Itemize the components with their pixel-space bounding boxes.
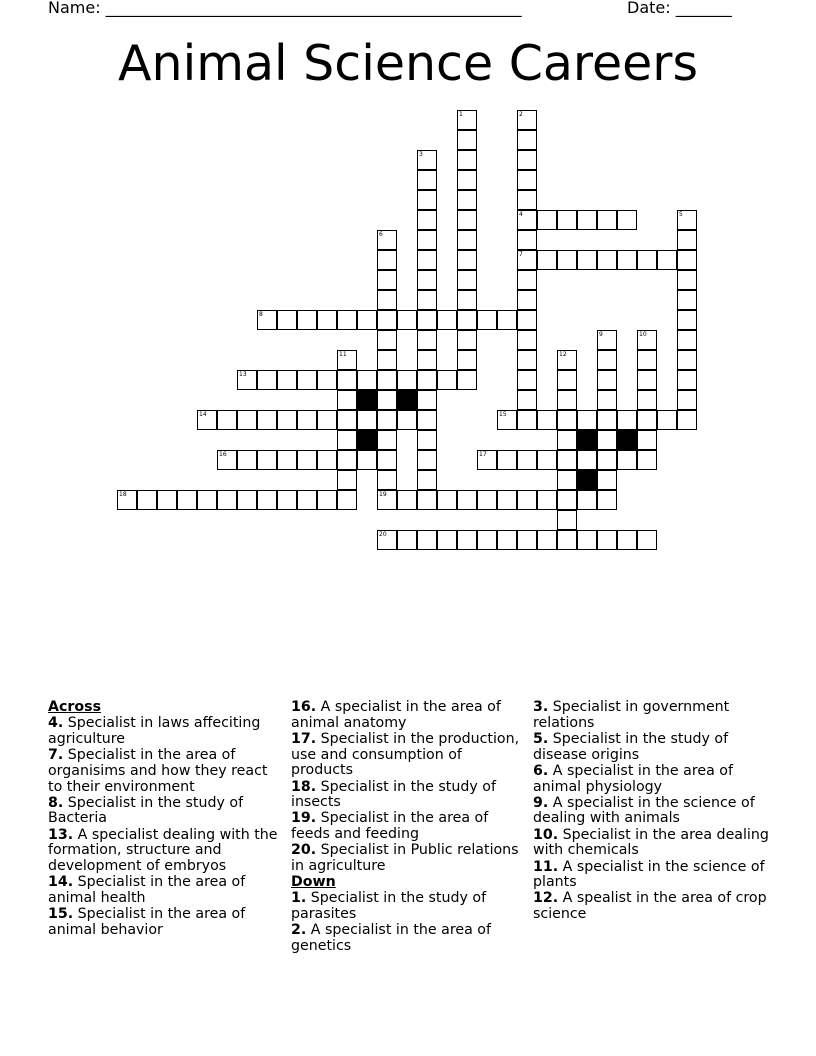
- grid-cell[interactable]: [417, 410, 437, 430]
- grid-cell[interactable]: [597, 430, 617, 450]
- grid-cell[interactable]: [537, 450, 557, 470]
- grid-cell[interactable]: [517, 450, 537, 470]
- clue-number: 6: [379, 231, 383, 238]
- grid-cell[interactable]: [517, 310, 537, 330]
- grid-cell[interactable]: [517, 270, 537, 290]
- clue-item: [48, 875, 284, 906]
- grid-cell[interactable]: [517, 230, 537, 250]
- grid-cell[interactable]: [457, 350, 477, 370]
- clue-number: 16: [219, 451, 227, 458]
- grid-cell[interactable]: [217, 450, 237, 470]
- grid-cell[interactable]: [577, 210, 597, 230]
- clue-text: A specialist in the science of plants: [533, 858, 765, 891]
- clue-number: 7: [519, 251, 523, 258]
- grid-cell[interactable]: [317, 310, 337, 330]
- grid-cell[interactable]: [457, 190, 477, 210]
- grid-cell[interactable]: [457, 330, 477, 350]
- clue-text: Specialist in Public relations in agriculture: [291, 842, 519, 875]
- grid-cell[interactable]: [417, 150, 437, 170]
- grid-cell[interactable]: [597, 470, 617, 490]
- grid-cell[interactable]: [337, 310, 357, 330]
- grid-cell[interactable]: [377, 490, 397, 510]
- clue-number: 12: [559, 351, 567, 358]
- grid-cell[interactable]: [377, 410, 397, 430]
- grid-cell[interactable]: [597, 450, 617, 470]
- grid-cell[interactable]: [397, 530, 417, 550]
- grid-cell[interactable]: [457, 170, 477, 190]
- clue-number: 1: [459, 111, 463, 118]
- grid-cell[interactable]: [597, 250, 617, 270]
- grid-cell[interactable]: [337, 490, 357, 510]
- grid-cell[interactable]: [597, 370, 617, 390]
- grid-cell[interactable]: [277, 370, 297, 390]
- clue-number-label: 5.: [533, 730, 549, 747]
- grid-block: [397, 390, 417, 410]
- clue-number-label: 11.: [533, 858, 559, 875]
- grid-cell[interactable]: [457, 310, 477, 330]
- grid-cell[interactable]: [517, 170, 537, 190]
- clue-number-label: 20.: [291, 842, 317, 859]
- grid-cell[interactable]: [637, 330, 657, 350]
- grid-cell[interactable]: [677, 350, 697, 370]
- grid-block: [577, 430, 597, 450]
- page-title: Animal Science Careers: [118, 35, 698, 92]
- grid-cell[interactable]: [637, 430, 657, 450]
- grid-cell[interactable]: [557, 410, 577, 430]
- grid-cell[interactable]: [477, 490, 497, 510]
- grid-cell[interactable]: [417, 250, 437, 270]
- grid-cell[interactable]: [557, 530, 577, 550]
- clue-number-label: 7.: [48, 747, 64, 764]
- clue-item: [533, 891, 769, 922]
- clue-text: A specialist dealing with the formation, structure and development of embryos: [48, 826, 278, 875]
- grid-cell[interactable]: [637, 370, 657, 390]
- grid-cell[interactable]: [557, 210, 577, 230]
- grid-cell[interactable]: [377, 270, 397, 290]
- clue-text: Specialist in the production, use and consumption of products: [291, 730, 520, 779]
- grid-cell[interactable]: [517, 110, 537, 130]
- clue-column-2: [291, 700, 527, 955]
- grid-cell[interactable]: [417, 490, 437, 510]
- grid-cell[interactable]: [397, 410, 417, 430]
- grid-cell[interactable]: [637, 350, 657, 370]
- grid-cell[interactable]: [517, 330, 537, 350]
- grid-cell[interactable]: [257, 450, 277, 470]
- clue-item: [533, 860, 769, 891]
- grid-cell[interactable]: [417, 450, 437, 470]
- clue-number-label: 16.: [291, 699, 317, 715]
- grid-cell[interactable]: [377, 470, 397, 490]
- grid-cell[interactable]: [637, 250, 657, 270]
- clue-number: 18: [119, 491, 127, 498]
- grid-cell[interactable]: [437, 370, 457, 390]
- clue-item: [291, 843, 527, 874]
- grid-cell[interactable]: [377, 290, 397, 310]
- grid-cell[interactable]: [337, 430, 357, 450]
- clue-item: [533, 796, 769, 827]
- grid-cell[interactable]: [497, 410, 517, 430]
- clue-text: Specialist in the area of organisims and how they react to their environment: [48, 747, 268, 795]
- grid-cell[interactable]: [417, 290, 437, 310]
- grid-cell[interactable]: [617, 410, 637, 430]
- clue-number: 14: [199, 411, 207, 418]
- grid-cell[interactable]: [277, 410, 297, 430]
- grid-cell[interactable]: [457, 530, 477, 550]
- clue-number-label: 18.: [291, 778, 317, 795]
- clue-text: Specialist in the area of animal behavior: [48, 906, 246, 938]
- grid-cell[interactable]: [457, 290, 477, 310]
- grid-cell[interactable]: [617, 250, 637, 270]
- grid-cell[interactable]: [297, 310, 317, 330]
- clue-column-1: [48, 700, 284, 939]
- grid-cell[interactable]: [457, 490, 477, 510]
- clue-item: [533, 732, 769, 763]
- grid-cell[interactable]: [597, 410, 617, 430]
- clue-item: [533, 828, 769, 859]
- clue-number: 2: [519, 111, 523, 118]
- clue-text: Specialist in laws affeciting agriculture: [48, 715, 261, 747]
- grid-cell[interactable]: [577, 490, 597, 510]
- grid-cell[interactable]: [357, 410, 377, 430]
- clue-item: [48, 748, 284, 795]
- grid-cell[interactable]: [417, 270, 437, 290]
- grid-cell[interactable]: [337, 350, 357, 370]
- grid-cell[interactable]: [457, 150, 477, 170]
- grid-cell[interactable]: [557, 430, 577, 450]
- clue-item: [291, 780, 527, 811]
- grid-block: [357, 390, 377, 410]
- clue-item: [291, 811, 527, 842]
- clue-text: Specialist in government relations: [533, 699, 730, 731]
- clue-item: [48, 907, 284, 938]
- grid-cell[interactable]: [477, 310, 497, 330]
- clue-text: Specialist in the study of insects: [291, 778, 496, 811]
- grid-cell[interactable]: [517, 290, 537, 310]
- grid-cell[interactable]: [537, 250, 557, 270]
- grid-cell[interactable]: [377, 530, 397, 550]
- grid-cell[interactable]: [637, 410, 657, 430]
- grid-cell[interactable]: [597, 390, 617, 410]
- grid-cell[interactable]: [637, 450, 657, 470]
- grid-cell[interactable]: [677, 290, 697, 310]
- clue-number-label: 17.: [291, 730, 317, 747]
- clue-number: 20: [379, 531, 387, 538]
- grid-cell[interactable]: [377, 310, 397, 330]
- clue-number-label: 8.: [48, 794, 64, 811]
- grid-cell[interactable]: [577, 530, 597, 550]
- grid-cell[interactable]: [377, 390, 397, 410]
- clue-item: [291, 891, 527, 922]
- grid-cell[interactable]: [417, 350, 437, 370]
- grid-block: [617, 430, 637, 450]
- grid-cell[interactable]: [577, 410, 597, 430]
- clue-text: Specialist in the study of Bacteria: [48, 794, 244, 827]
- clue-number: 17: [479, 451, 487, 458]
- clue-item: [291, 732, 527, 779]
- grid-cell[interactable]: [557, 250, 577, 270]
- grid-cell[interactable]: [297, 450, 317, 470]
- clue-number-label: 9.: [533, 794, 549, 811]
- grid-cell[interactable]: [637, 530, 657, 550]
- grid-cell[interactable]: [557, 350, 577, 370]
- grid-cell[interactable]: [537, 410, 557, 430]
- grid-cell[interactable]: [317, 490, 337, 510]
- grid-cell[interactable]: [497, 450, 517, 470]
- clue-number: 5: [679, 211, 683, 218]
- clue-text: Specialist in the study of parasites: [291, 890, 487, 923]
- grid-cell[interactable]: [417, 230, 437, 250]
- grid-block: [357, 430, 377, 450]
- grid-cell[interactable]: [677, 390, 697, 410]
- grid-cell[interactable]: [337, 370, 357, 390]
- clue-number-label: 14.: [48, 874, 74, 891]
- date-field-label: Date: _______: [627, 0, 732, 17]
- grid-cell[interactable]: [257, 310, 277, 330]
- grid-cell[interactable]: [437, 310, 457, 330]
- clue-text: A spealist in the area of crop science: [533, 890, 767, 923]
- grid-cell[interactable]: [597, 490, 617, 510]
- grid-cell[interactable]: [277, 490, 297, 510]
- grid-cell[interactable]: [517, 370, 537, 390]
- grid-cell[interactable]: [377, 370, 397, 390]
- grid-cell[interactable]: [597, 210, 617, 230]
- clue-text: A specialist in the science of dealing with animals: [533, 794, 755, 827]
- grid-cell[interactable]: [277, 310, 297, 330]
- clue-text: Specialist in the area of animal health: [48, 874, 246, 906]
- grid-cell[interactable]: [377, 250, 397, 270]
- grid-cell[interactable]: [257, 370, 277, 390]
- grid-cell[interactable]: [257, 490, 277, 510]
- grid-cell[interactable]: [417, 170, 437, 190]
- grid-cell[interactable]: [337, 470, 357, 490]
- clue-item: [533, 764, 769, 795]
- grid-cell[interactable]: [437, 530, 457, 550]
- clue-item: [291, 700, 527, 731]
- grid-cell[interactable]: [417, 470, 437, 490]
- grid-cell[interactable]: [297, 490, 317, 510]
- grid-cell[interactable]: [157, 490, 177, 510]
- grid-cell[interactable]: [517, 190, 537, 210]
- grid-cell[interactable]: [677, 330, 697, 350]
- grid-cell[interactable]: [377, 430, 397, 450]
- grid-cell[interactable]: [457, 210, 477, 230]
- grid-cell[interactable]: [417, 190, 437, 210]
- grid-cell[interactable]: [397, 490, 417, 510]
- grid-cell[interactable]: [637, 390, 657, 410]
- clue-text: Specialist in the area of feeds and feeding: [291, 810, 489, 843]
- clue-number: 3: [419, 151, 423, 158]
- grid-cell[interactable]: [677, 230, 697, 250]
- clue-number-label: 19.: [291, 810, 317, 827]
- clue-text: A specialist in the area of animal physiology: [533, 762, 733, 795]
- grid-cell[interactable]: [317, 370, 337, 390]
- grid-cell[interactable]: [397, 370, 417, 390]
- grid-cell[interactable]: [217, 490, 237, 510]
- clue-number-label: 1.: [291, 890, 307, 907]
- grid-cell[interactable]: [597, 330, 617, 350]
- grid-cell[interactable]: [377, 330, 397, 350]
- clue-number: 8: [259, 311, 263, 318]
- clue-number-label: 3.: [533, 699, 549, 715]
- grid-cell[interactable]: [337, 410, 357, 430]
- grid-cell[interactable]: [417, 370, 437, 390]
- clue-number-label: 15.: [48, 906, 74, 923]
- grid-cell[interactable]: [677, 250, 697, 270]
- grid-cell[interactable]: [517, 210, 537, 230]
- grid-cell[interactable]: [537, 530, 557, 550]
- grid-cell[interactable]: [657, 250, 677, 270]
- grid-cell[interactable]: [437, 490, 457, 510]
- clue-number-label: 4.: [48, 715, 64, 732]
- grid-cell[interactable]: [377, 350, 397, 370]
- clue-item: [291, 923, 527, 954]
- grid-cell[interactable]: [457, 370, 477, 390]
- grid-cell[interactable]: [557, 510, 577, 530]
- grid-cell[interactable]: [417, 330, 437, 350]
- section-heading: Across: [48, 699, 102, 715]
- grid-cell[interactable]: [457, 130, 477, 150]
- clue-number-label: 2.: [291, 922, 307, 939]
- clue-column-3: [533, 700, 769, 923]
- grid-cell[interactable]: [557, 490, 577, 510]
- grid-cell[interactable]: [517, 530, 537, 550]
- name-field-label: Name: ____________________________________________________: [48, 0, 522, 17]
- grid-cell[interactable]: [317, 410, 337, 430]
- clue-item: [48, 828, 284, 875]
- grid-cell[interactable]: [417, 390, 437, 410]
- grid-cell[interactable]: [597, 530, 617, 550]
- grid-cell[interactable]: [417, 210, 437, 230]
- clue-number: 11: [339, 351, 347, 358]
- grid-cell[interactable]: [677, 410, 697, 430]
- grid-cell[interactable]: [557, 470, 577, 490]
- grid-cell[interactable]: [397, 310, 417, 330]
- grid-cell[interactable]: [197, 410, 217, 430]
- clue-item: [48, 716, 284, 747]
- clue-number-label: 10.: [533, 826, 559, 843]
- clue-number: 4: [519, 211, 523, 218]
- clue-number-label: 13.: [48, 826, 74, 843]
- grid-cell[interactable]: [477, 450, 497, 470]
- grid-cell[interactable]: [497, 310, 517, 330]
- grid-cell[interactable]: [197, 490, 217, 510]
- section-heading: Down: [291, 874, 336, 891]
- grid-cell[interactable]: [497, 530, 517, 550]
- grid-cell[interactable]: [317, 450, 337, 470]
- grid-cell[interactable]: [517, 350, 537, 370]
- grid-cell[interactable]: [537, 490, 557, 510]
- clue-text: Specialist in the study of disease origins: [533, 730, 729, 763]
- grid-cell[interactable]: [517, 250, 537, 270]
- grid-cell[interactable]: [517, 490, 537, 510]
- grid-cell[interactable]: [377, 450, 397, 470]
- grid-cell[interactable]: [297, 410, 317, 430]
- grid-cell[interactable]: [237, 450, 257, 470]
- grid-cell[interactable]: [217, 410, 237, 430]
- clue-number: 13: [239, 371, 247, 378]
- grid-cell[interactable]: [517, 150, 537, 170]
- grid-cell[interactable]: [457, 270, 477, 290]
- grid-cell[interactable]: [617, 450, 637, 470]
- grid-cell[interactable]: [297, 370, 317, 390]
- grid-cell[interactable]: [237, 490, 257, 510]
- grid-cell[interactable]: [657, 410, 677, 430]
- grid-cell[interactable]: [417, 310, 437, 330]
- grid-cell[interactable]: [677, 310, 697, 330]
- grid-cell[interactable]: [457, 110, 477, 130]
- clue-number: 10: [639, 331, 647, 338]
- clue-number: 19: [379, 491, 387, 498]
- grid-cell[interactable]: [617, 210, 637, 230]
- grid-cell[interactable]: [237, 410, 257, 430]
- grid-cell[interactable]: [177, 490, 197, 510]
- clue-number-label: 12.: [533, 890, 559, 907]
- grid-cell[interactable]: [357, 310, 377, 330]
- grid-cell[interactable]: [257, 410, 277, 430]
- grid-cell[interactable]: [557, 450, 577, 470]
- clue-text: Specialist in the area dealing with chemicals: [533, 826, 769, 859]
- grid-cell[interactable]: [677, 370, 697, 390]
- grid-cell[interactable]: [417, 530, 437, 550]
- grid-cell[interactable]: [597, 350, 617, 370]
- grid-cell[interactable]: [577, 250, 597, 270]
- grid-cell[interactable]: [577, 450, 597, 470]
- grid-cell[interactable]: [417, 430, 437, 450]
- grid-block: [577, 470, 597, 490]
- clue-item: [48, 796, 284, 827]
- clue-number: 15: [499, 411, 507, 418]
- grid-cell[interactable]: [617, 530, 637, 550]
- grid-cell[interactable]: [137, 490, 157, 510]
- grid-cell[interactable]: [517, 130, 537, 150]
- grid-cell[interactable]: [477, 530, 497, 550]
- grid-cell[interactable]: [457, 230, 477, 250]
- grid-cell[interactable]: [357, 370, 377, 390]
- clue-number-label: 6.: [533, 762, 549, 779]
- clue-number: 9: [599, 331, 603, 338]
- grid-cell[interactable]: [497, 490, 517, 510]
- grid-cell[interactable]: [537, 210, 557, 230]
- clue-item: [533, 700, 769, 731]
- grid-cell[interactable]: [557, 390, 577, 410]
- grid-cell[interactable]: [117, 490, 137, 510]
- clue-text: A specialist in the area of genetics: [291, 922, 491, 955]
- grid-cell[interactable]: [277, 450, 297, 470]
- grid-cell[interactable]: [677, 210, 697, 230]
- grid-cell[interactable]: [677, 270, 697, 290]
- grid-cell[interactable]: [457, 250, 477, 270]
- grid-cell[interactable]: [337, 390, 357, 410]
- grid-cell[interactable]: [517, 410, 537, 430]
- grid-cell[interactable]: [377, 230, 397, 250]
- clue-text: A specialist in the area of animal anatomy: [291, 699, 501, 731]
- grid-cell[interactable]: [237, 370, 257, 390]
- grid-cell[interactable]: [337, 450, 357, 470]
- grid-cell[interactable]: [517, 390, 537, 410]
- grid-cell[interactable]: [557, 370, 577, 390]
- grid-cell[interactable]: [357, 450, 377, 470]
